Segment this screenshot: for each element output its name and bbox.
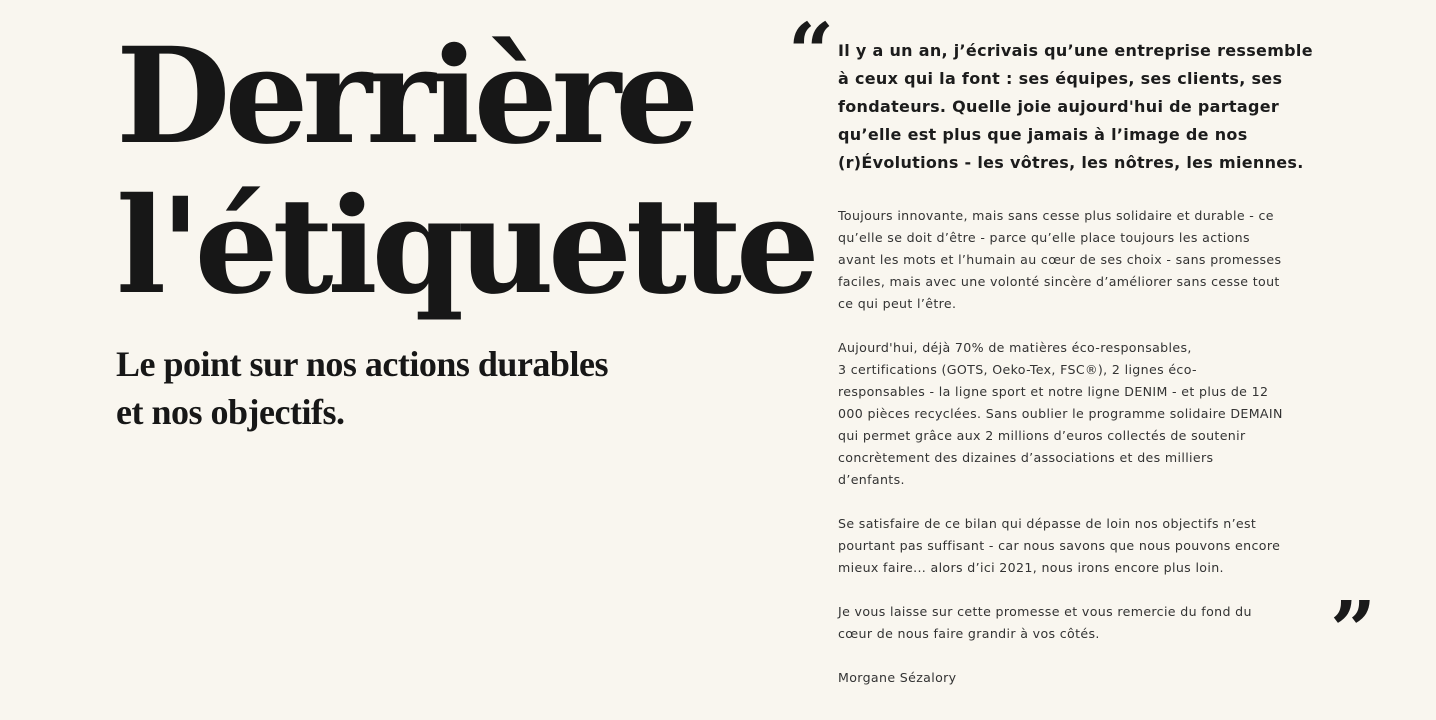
page-subtitle-line-2: et nos objectifs. <box>116 392 345 432</box>
letter-lead-paragraph <box>838 37 1330 177</box>
paragraph-line: faciles, mais avec une volonté sincère d’améliorer sans cesse tout <box>838 274 1280 289</box>
close-quote-icon: ” <box>1330 583 1377 677</box>
page-subtitle-line-1: Le point sur nos actions durables <box>116 344 608 384</box>
page-title <box>116 19 814 324</box>
lead-line: qu’elle est plus que jamais à l’image de nos <box>838 125 1248 144</box>
letter-signature: Morgane Sézalory <box>838 670 957 685</box>
paragraph-line: responsables - la ligne sport et notre ligne DENIM - et plus de 12 <box>838 384 1269 399</box>
paragraph-line: concrètement des dizaines d’associations et des milliers <box>838 450 1214 465</box>
paragraph-line: qu’elle se doit d’être - parce qu’elle place toujours les actions <box>838 230 1250 245</box>
paragraph-line: 3 certifications (GOTS, Oeko-Tex, FSC®), 2 lignes éco- <box>838 362 1197 377</box>
paragraph-line: qui permet grâce aux 2 millions d’euros collectés de soutenir <box>838 428 1246 443</box>
lead-line: à ceux qui la font : ses équipes, ses clients, ses <box>838 69 1283 88</box>
paragraph-line: cœur de nous faire grandir à vos côtés. <box>838 626 1100 641</box>
lead-line: (r)Évolutions - les vôtres, les nôtres, les miennes. <box>838 153 1304 172</box>
letter-paragraph-2 <box>838 337 1330 491</box>
lead-line: Il y a un an, j’écrivais qu’une entreprise ressemble <box>838 41 1313 60</box>
paragraph-line: pourtant pas suffisant - car nous savons que nous pouvons encore <box>838 538 1281 553</box>
founder-letter <box>838 37 1330 689</box>
page-subtitle <box>116 340 716 436</box>
letter-paragraph-3 <box>838 513 1330 579</box>
paragraph-line: mieux faire... alors d’ici 2021, nous irons encore plus loin. <box>838 560 1224 575</box>
paragraph-line: d’enfants. <box>838 472 905 487</box>
letter-paragraph-1 <box>838 205 1330 315</box>
open-quote-icon: “ <box>788 5 835 99</box>
paragraph-line: Se satisfaire de ce bilan qui dépasse de loin nos objectifs n’est <box>838 516 1257 531</box>
paragraph-line: Je vous laisse sur cette promesse et vous remercie du fond du <box>838 604 1252 619</box>
paragraph-line: avant les mots et l’humain au cœur de ses choix - sans promesses <box>838 252 1282 267</box>
paragraph-line: Aujourd'hui, déjà 70% de matières éco-responsables, <box>838 340 1192 355</box>
page-title-line-1: Derrière <box>116 19 694 174</box>
paragraph-line: Toujours innovante, mais sans cesse plus solidaire et durable - ce <box>838 208 1274 223</box>
page-title-line-2: l'étiquette <box>116 169 814 324</box>
lead-line: fondateurs. Quelle joie aujourd'hui de partager <box>838 97 1280 116</box>
letter-paragraph-4 <box>838 601 1330 645</box>
paragraph-line: 000 pièces recyclées. Sans oublier le programme solidaire DEMAIN <box>838 406 1283 421</box>
paragraph-line: ce qui peut l’être. <box>838 296 957 311</box>
